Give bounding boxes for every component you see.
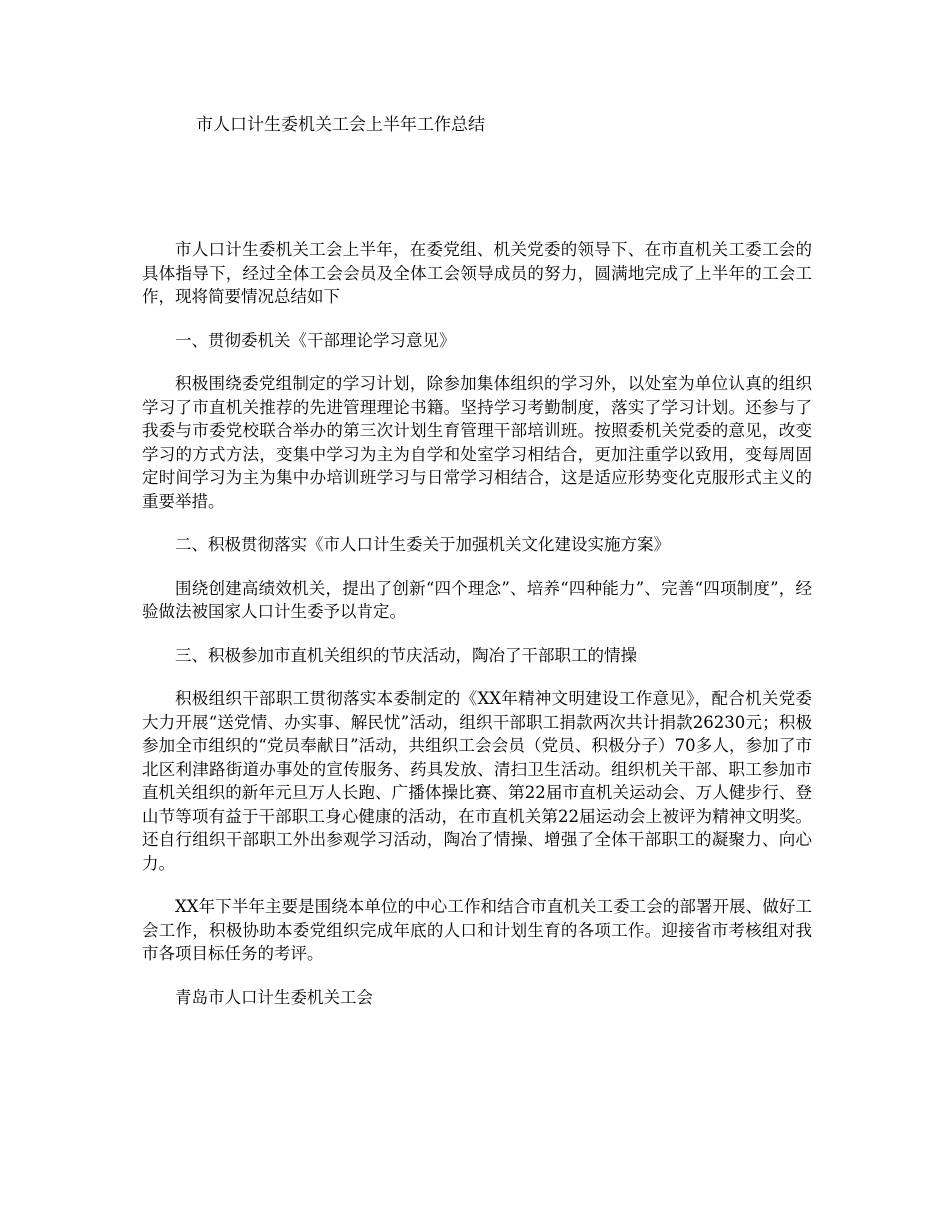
document-body [142, 238, 812, 1029]
section-1-heading: 一、贯彻委机关《干部理论学习意见》 [175, 330, 456, 350]
section-2-paragraph: 围绕创建高绩效机关，提出了创新“四个理念”、培养“四种能力”、完善“四项制度”，经验做法被国家人口计生委予以肯定。 [142, 578, 812, 621]
signature: 青岛市人口计生委机关工会 [175, 987, 373, 1007]
document-title: 市人口计生委机关工会上半年工作总结 [196, 115, 485, 135]
section-3-heading: 三、积极参加市直机关组织的节庆活动，陶冶了干部职工的情操 [175, 645, 637, 665]
plan-paragraph: XX年下半年主要是围绕本单位的中心工作和结合市直机关工委工会的部署开展、做好工会工作，积极协助本委党组织完成年底的人口和计划生育的各项工作。迎接省市考核组对我市各项目标任务的考评。 [142, 897, 812, 963]
section-1-paragraph: 积极围绕委党组制定的学习计划，除参加集体组织的学习外，以处室为单位认真的组织学习了市直机关推荐的先进管理理论书籍。坚持学习考勤制度，落实了学习计划。还参与了我委与市委党校联合举办的第三次计划生育管理干部培训班。按照委机关党委的意见，改变学习的方式方法，变集中学习为主为自学和处室学习相结合，更加注重学以致用，变每周固定时间学习为主为集中办培训班学习与日常学习相结合，这是适应形势变化克服形式主义的重要举措。 [142, 374, 812, 511]
intro-paragraph: 市人口计生委机关工会上半年，在委党组、机关党委的领导下、在市直机关工委工会的具体指导下，经过全体工会会员及全体工会领导成员的努力，圆满地完成了上半年的工会工作，现将简要情况总结如下 [142, 240, 812, 306]
section-3-paragraph: 积极组织干部职工贯彻落实本委制定的《XX年精神文明建设工作意见》，配合机关党委大力开展“送党情、办实事、解民忧”活动，组织干部职工捐款两次共计捐款26230元；积极参加全市组织的“党员奉献日”活动，共组织工会会员（党员、积极分子）70多人，参加了市北区利津路街道办事处的宣传服务、药具发放、清扫卫生活动。组织机关干部、职工参加市直机关组织的新年元旦万人长跑、广播体操比赛、第22届市直机关运动会、万人健步行、登山节等项有益于干部职工身心健康的活动，在市直机关第22届运动会上被评为精神文明奖。还自行组织干部职工外出参观学习活动，陶冶了情操、增强了全体干部职工的凝聚力、向心力。 [142, 689, 812, 873]
section-2-heading: 二、积极贯彻落实《市人口计生委关于加强机关文化建设实施方案》 [175, 535, 670, 554]
